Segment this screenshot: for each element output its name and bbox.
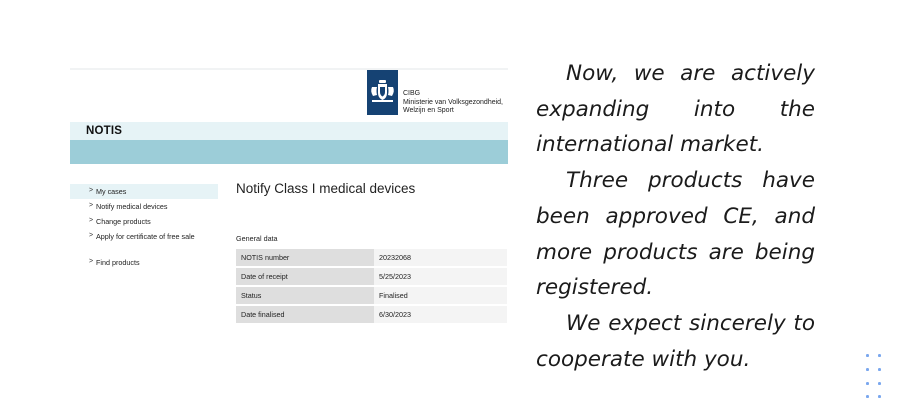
chevron-right-icon: > bbox=[89, 232, 94, 239]
decor-dot bbox=[866, 354, 869, 357]
app-header bbox=[70, 122, 508, 140]
field-key: Date of receipt bbox=[236, 268, 374, 285]
section-label: General data bbox=[236, 234, 278, 243]
field-value: 20232068 bbox=[374, 249, 507, 266]
sidebar-item-find-products[interactable] bbox=[70, 255, 218, 270]
table-row bbox=[236, 249, 507, 266]
app-title: NOTIS bbox=[86, 125, 123, 137]
field-value: Finalised bbox=[374, 287, 507, 304]
chevron-right-icon: > bbox=[89, 202, 94, 209]
field-key: Date finalised bbox=[236, 306, 374, 323]
chevron-right-icon: > bbox=[89, 187, 94, 194]
table-row bbox=[236, 268, 507, 285]
decor-dot bbox=[878, 368, 881, 371]
coat-of-arms-icon bbox=[370, 80, 395, 104]
logo-line-dept: Welzijn en Sport bbox=[403, 107, 454, 114]
table-row bbox=[236, 306, 507, 323]
sidebar-item-change-products[interactable] bbox=[70, 214, 218, 229]
decor-dot bbox=[866, 368, 869, 371]
logo-line-ministry: Ministerie van Volksgezondheid, bbox=[403, 98, 504, 106]
table-row bbox=[236, 287, 507, 304]
decor-dot bbox=[878, 354, 881, 357]
sidebar-item-label: Apply for certificate of free sale bbox=[96, 232, 195, 241]
chevron-right-icon: > bbox=[89, 217, 94, 224]
decor-dot bbox=[878, 382, 881, 385]
logo-emblem bbox=[367, 70, 398, 115]
logo-text bbox=[403, 90, 503, 116]
sidebar-item-label: Change products bbox=[96, 217, 151, 226]
dot-grid-decoration bbox=[866, 354, 884, 400]
narrative-text bbox=[536, 56, 815, 377]
narrative-paragraph: Now, we are actively expanding into the international market. bbox=[536, 61, 815, 158]
logo-line-org: CIBG bbox=[403, 90, 421, 97]
sidebar-item-label: Find products bbox=[96, 258, 140, 267]
sidebar-item-notify-medical-devices[interactable] bbox=[70, 199, 218, 214]
field-value: 6/30/2023 bbox=[374, 306, 507, 323]
narrative-paragraph: Three products have been approved CE, and more products are being registered. bbox=[536, 168, 815, 301]
sidebar-item-label: Notify medical devices bbox=[96, 202, 168, 211]
sidebar-item-label: My cases bbox=[96, 187, 127, 196]
general-data-table bbox=[236, 247, 507, 325]
field-value: 5/25/2023 bbox=[374, 268, 507, 285]
notis-screenshot bbox=[70, 68, 508, 330]
field-key: Status bbox=[236, 287, 374, 304]
page-title: Notify Class I medical devices bbox=[236, 181, 416, 196]
narrative-paragraph: We expect sincerely to cooperate with you. bbox=[536, 310, 815, 372]
chevron-right-icon: > bbox=[89, 258, 94, 265]
field-key: NOTIS number bbox=[236, 249, 374, 266]
decor-dot bbox=[878, 395, 881, 398]
sidebar-item-my-cases[interactable] bbox=[70, 184, 218, 199]
header-band bbox=[70, 140, 508, 164]
cibg-logo bbox=[367, 70, 508, 116]
decor-dot bbox=[866, 395, 869, 398]
sidebar-item-apply-certificate[interactable] bbox=[70, 229, 218, 244]
decor-dot bbox=[866, 382, 869, 385]
